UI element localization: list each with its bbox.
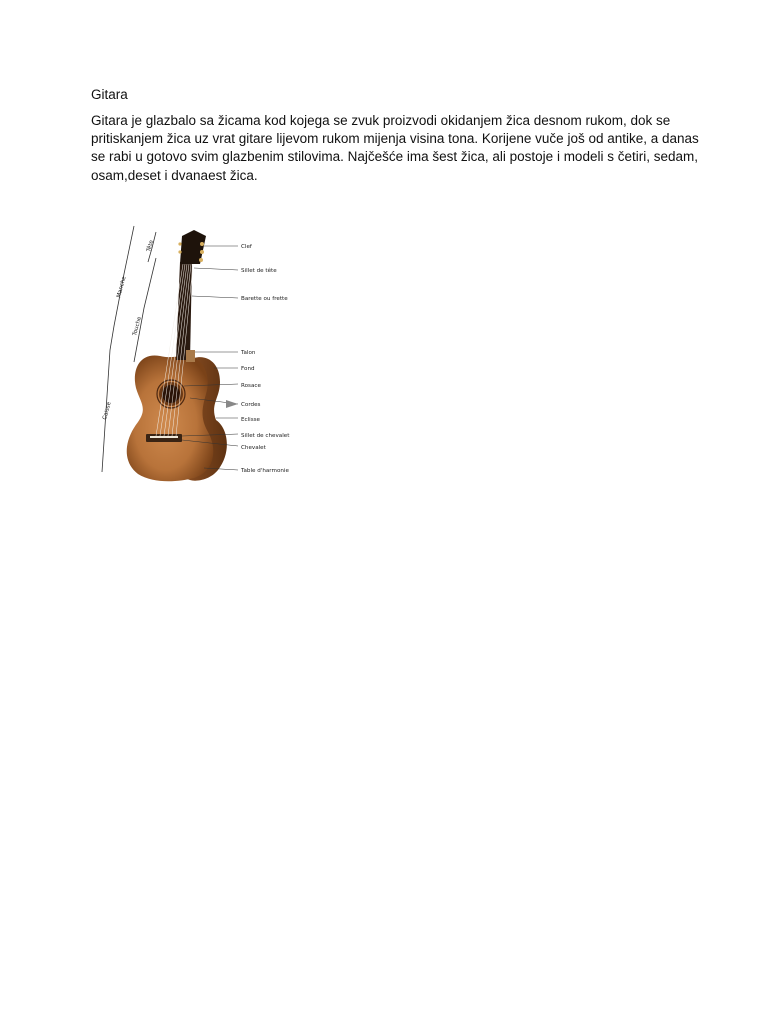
guitar-diagram — [98, 222, 308, 484]
paragraph-line: pritiskanjem žica uz vrat gitare lijevom rukom mijenja visina tona. Korijene vuče još od antike, a danas — [91, 131, 699, 147]
paragraph-line: osam,deset i dvanaest žica. — [91, 167, 258, 183]
part-label-barette: Barette ou frette — [241, 296, 288, 302]
page-title: Gitara — [91, 87, 128, 102]
part-label-talon: Talon — [241, 350, 256, 356]
part-label-clef: Clef — [241, 244, 252, 250]
guitar-diagram-svg — [98, 222, 308, 484]
section-label-tete: Tête — [146, 239, 155, 253]
part-label-eclisse: Eclisse — [241, 417, 260, 423]
part-label-chevalet: Chevalet — [241, 445, 266, 451]
part-label-rosace: Rosace — [241, 383, 261, 389]
body-paragraph — [91, 112, 699, 185]
part-label-sillet-de-chevalet: Sillet de chevalet — [241, 433, 290, 439]
cordes-pointer-icon — [226, 400, 238, 408]
paragraph-line: Gitara je glazbalo sa žicama kod kojega se zvuk proizvodi okidanjem žica desnom rukom, dok se — [91, 113, 671, 128]
section-label-manche: Manche — [116, 275, 128, 299]
part-label-cordes: Cordes — [241, 402, 261, 408]
part-label-sillet-de-tete: Sillet de tête — [241, 268, 277, 274]
part-label-fond: Fond — [241, 366, 255, 372]
paragraph-line: se rabi u gotovo svim glazbenim stilovima. Najčešće ima šest žica, ali postoje i modeli s četiri, sedam, — [91, 149, 698, 165]
part-label-table-dharmonie: Table d'harmonie — [241, 468, 289, 474]
section-label-touche: Touche — [132, 316, 143, 337]
section-label-caisse: Caisse — [102, 401, 113, 421]
guitar-heel — [186, 350, 195, 362]
